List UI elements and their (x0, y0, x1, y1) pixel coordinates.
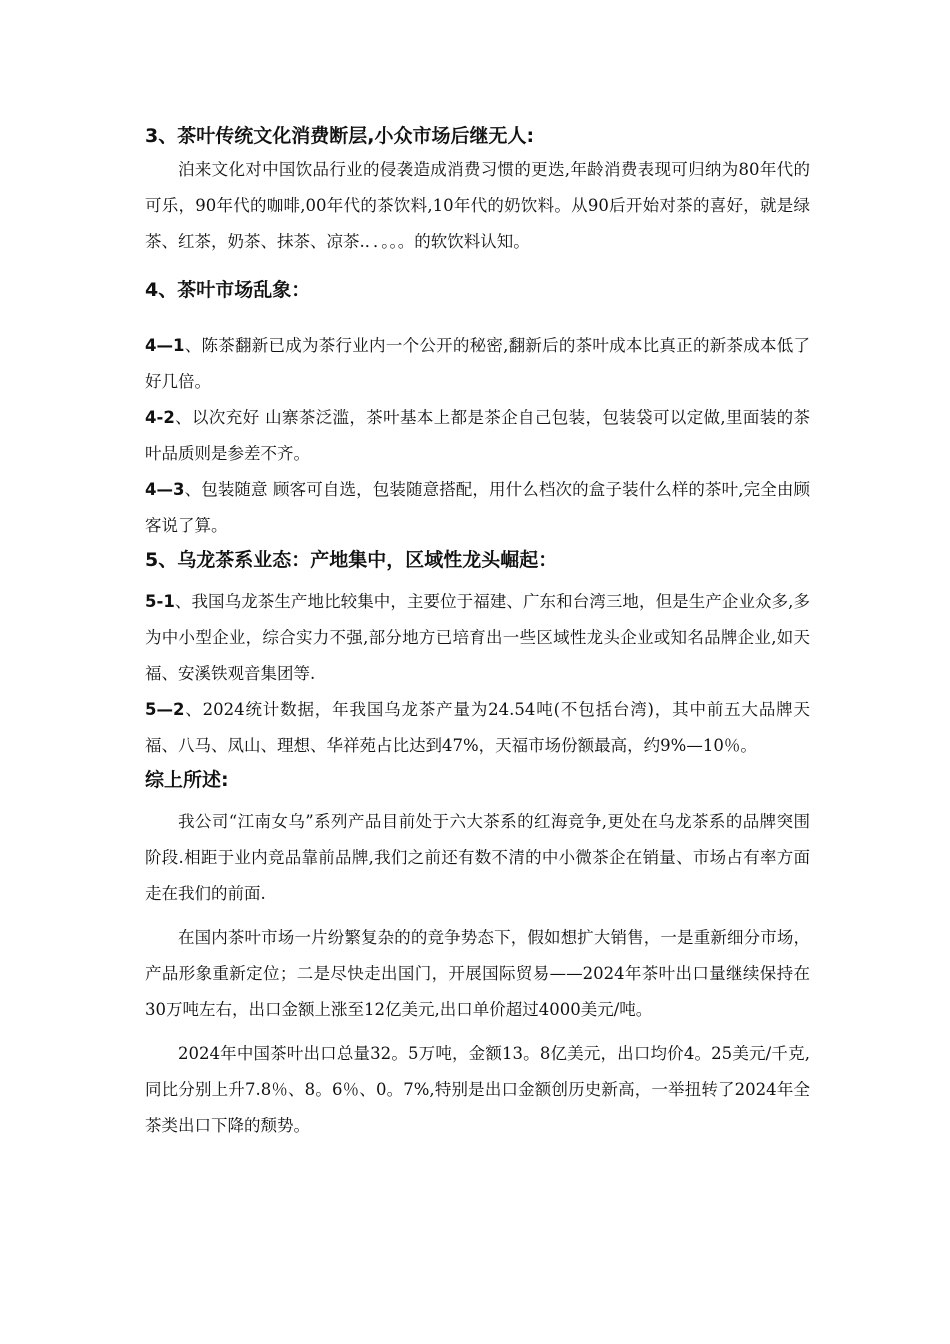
section-5-item (145, 692, 810, 764)
section-4-item (145, 328, 810, 400)
item-number: 5—2 (145, 700, 185, 719)
document-content (145, 120, 810, 1144)
section-4-heading: 4、茶叶市场乱象： (145, 279, 311, 301)
summary-paragraph: 2024年中国茶叶出口总量32。5万吨，金额13。8亿美元，出口均价4。25美元/千克,同比分别上升7.8％、8。6％、0。7%,特别是出口金额创历史新高，一举扭转了2024年全茶类出口下降的颓势。 (145, 1044, 810, 1135)
summary-paragraph: 我公司“江南女乌”系列产品目前处于六大茶系的红海竞争,更处在乌龙茶系的品牌突围阶段.相距于业内竞品靠前品牌,我们之前还有数不清的中小微茶企在销量、市场占有率方面走在我们的前面. (145, 812, 810, 903)
summary-paragraph: 在国内茶叶市场一片纷繁复杂的的竞争势态下，假如想扩大销售，一是重新细分市场，产品形象重新定位；二是尽快走出国门，开展国际贸易——2024年茶叶出口量继续保持在30万吨左右，出口金额上涨至12亿美元,出口单价超过4000美元/吨。 (145, 928, 810, 1019)
section-3-body: 泊来文化对中国饮品行业的侵袭造成消费习惯的更迭,年龄消费表现可归纳为80年代的可乐，90年代的咖啡,00年代的茶饮料,10年代的奶饮料。从90后开始对茶的喜好，就是绿茶、红茶，奶茶、抹茶、凉茶.．．。。。的软饮料认知。 (145, 160, 810, 251)
item-number: 4-2 (145, 408, 175, 427)
item-text: 、以次充好 山寨茶泛滥，茶叶基本上都是茶企自己包装，包装袋可以定做,里面装的茶叶品质则是参差不齐。 (145, 408, 810, 463)
section-5-heading: 5、乌龙茶系业态：产地集中，区域性龙头崛起： (145, 549, 558, 571)
summary-heading: 综上所述: (145, 769, 229, 791)
item-number: 4—3 (145, 480, 185, 499)
section-4-item (145, 400, 810, 472)
item-text: 、陈茶翻新已成为茶行业内一个公开的秘密,翻新后的茶叶成本比真正的新茶成本低了好几倍。 (145, 336, 810, 391)
section-5-item (145, 584, 810, 692)
item-text: 、我国乌龙茶生产地比较集中，主要位于福建、广东和台湾三地，但是生产企业众多,多为中小型企业，综合实力不强,部分地方已培育出一些区域性龙头企业或知名品牌企业,如天福、安溪铁观音集团等. (145, 592, 810, 683)
section-3-heading: 3、茶叶传统文化消费断层,小众市场后继无人: (145, 125, 535, 147)
item-text: 、2024统计数据，年我国乌龙茶产量为24.54吨(不包括台湾)，其中前五大品牌天福、八马、凤山、理想、华祥苑占比达到47%，天福市场份额最高，约9%—10％。 (145, 700, 810, 755)
item-text: 、包装随意 顾客可自选，包装随意搭配，用什么档次的盒子装什么样的茶叶,完全由顾客说了算。 (145, 480, 810, 535)
item-number: 5-1 (145, 592, 175, 611)
item-number: 4—1 (145, 336, 185, 355)
section-4-item (145, 472, 810, 544)
